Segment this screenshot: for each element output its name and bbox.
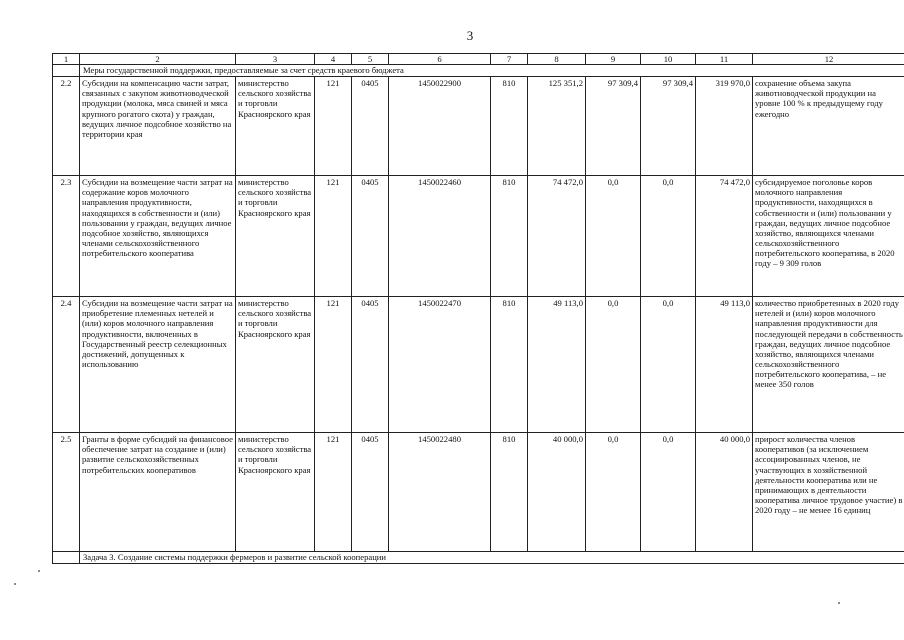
target-article-code: 1450022470	[389, 297, 491, 433]
budget-table	[52, 53, 904, 564]
amount-col10: 97 309,4	[641, 77, 696, 176]
row-number: 2.2	[53, 77, 80, 176]
measure-name: Субсидии на компенсацию части затрат, связанных с закупом животноводческой продукции (молока, мяса свиней и мяса крупного рогатого скота) у граждан, ведущих личное подсобное хозяйство на территории края	[80, 77, 236, 176]
column-header: 3	[236, 54, 315, 65]
expected-result: сохранение объема закупа животноводческой продукции на уровне 100 % к предыдущему году ежегодно	[753, 77, 904, 176]
ministry-code: 121	[315, 77, 352, 176]
amount-total: 74 472,0	[696, 176, 753, 297]
expense-type-code: 810	[491, 297, 528, 433]
column-header: 9	[586, 54, 641, 65]
amount-col10: 0,0	[641, 176, 696, 297]
task-header-text: Задача 3. Создание системы поддержки фермеров и развитие сельской кооперации	[80, 552, 904, 564]
table-row	[53, 176, 904, 297]
amount-col8: 40 000,0	[528, 433, 586, 552]
responsible-ministry: министерство сельского хозяйства и торговли Красноярского края	[236, 176, 315, 297]
section-header-row	[53, 65, 904, 77]
column-header: 2	[80, 54, 236, 65]
amount-col9: 97 309,4	[586, 77, 641, 176]
responsible-ministry: министерство сельского хозяйства и торговли Красноярского края	[236, 297, 315, 433]
expense-type-code: 810	[491, 77, 528, 176]
scan-speck	[838, 602, 840, 604]
amount-col10: 0,0	[641, 433, 696, 552]
expected-result: количество приобретенных в 2020 году нетелей и (или) коров молочного направления продуктивности для последующей передачи в собственность граждан, ведущих личное подсобное хозяйство, являющихся членами сельскохозяйственного потребительского кооператива, – не менее 350 голов	[753, 297, 904, 433]
column-header: 12	[753, 54, 904, 65]
section-code: 0405	[352, 297, 389, 433]
ministry-code: 121	[315, 176, 352, 297]
section-code: 0405	[352, 77, 389, 176]
column-header: 6	[389, 54, 491, 65]
responsible-ministry: министерство сельского хозяйства и торговли Красноярского края	[236, 77, 315, 176]
amount-total: 40 000,0	[696, 433, 753, 552]
target-article-code: 1450022480	[389, 433, 491, 552]
amount-col9: 0,0	[586, 176, 641, 297]
responsible-ministry: министерство сельского хозяйства и торговли Красноярского края	[236, 433, 315, 552]
amount-col8: 49 113,0	[528, 297, 586, 433]
expense-type-code: 810	[491, 433, 528, 552]
amount-total: 49 113,0	[696, 297, 753, 433]
amount-col9: 0,0	[586, 297, 641, 433]
amount-total: 319 970,0	[696, 77, 753, 176]
column-header: 10	[641, 54, 696, 65]
ministry-code: 121	[315, 297, 352, 433]
section-header-text: Меры государственной поддержки, предоставляемые за счет средств краевого бюджета	[80, 65, 904, 77]
measure-name: Гранты в форме субсидий на финансовое обеспечение затрат на создание и (или) развитие сельскохозяйственных потребительских кооперативов	[80, 433, 236, 552]
column-header: 11	[696, 54, 753, 65]
row-number: 2.5	[53, 433, 80, 552]
scan-speck	[38, 570, 40, 572]
expected-result: субсидируемое поголовье коров молочного направления продуктивности, находящихся в собственности и (или) пользовании у граждан, ведущих личное подсобное хозяйство, являющихся членами сельскохозяйственного потребительского кооператива, в 2020 году – 9 309 голов	[753, 176, 904, 297]
column-header: 1	[53, 54, 80, 65]
row-number: 2.3	[53, 176, 80, 297]
task-header-blank-cell	[53, 552, 80, 564]
amount-col10: 0,0	[641, 297, 696, 433]
table-row	[53, 433, 904, 552]
scan-speck	[14, 583, 16, 585]
section-code: 0405	[352, 176, 389, 297]
amount-col8: 74 472,0	[528, 176, 586, 297]
measure-name: Субсидии на возмещение части затрат на приобретение племенных нетелей и (или) коров молочного направления продуктивности, включенных в Государственный реестр селекционных достижений, допущенных к использованию	[80, 297, 236, 433]
column-header: 8	[528, 54, 586, 65]
column-number-row	[53, 54, 904, 65]
expected-result: прирост количества членов кооперативов (за исключением ассоциированных членов, не участвующих в хозяйственной деятельности кооператива или не принимающих в деятельности кооператива личное трудовое участие) в 2020 году – не менее 16 единиц	[753, 433, 904, 552]
page-number: 3	[466, 28, 474, 43]
task-header-row	[53, 552, 904, 564]
table-row	[53, 297, 904, 433]
column-header: 4	[315, 54, 352, 65]
expense-type-code: 810	[491, 176, 528, 297]
section-header-blank-cell	[53, 65, 80, 77]
measure-name: Субсидии на возмещение части затрат на содержание коров молочного направления продуктивности, находящихся в собственности и (или) пользовании у граждан, ведущих личное подсобное хозяйство, являющихся членами сельскохозяйственного потребительского кооператива	[80, 176, 236, 297]
section-code: 0405	[352, 433, 389, 552]
amount-col8: 125 351,2	[528, 77, 586, 176]
column-header: 5	[352, 54, 389, 65]
column-header: 7	[491, 54, 528, 65]
target-article-code: 1450022460	[389, 176, 491, 297]
target-article-code: 1450022900	[389, 77, 491, 176]
amount-col9: 0,0	[586, 433, 641, 552]
row-number: 2.4	[53, 297, 80, 433]
ministry-code: 121	[315, 433, 352, 552]
table-row	[53, 77, 904, 176]
